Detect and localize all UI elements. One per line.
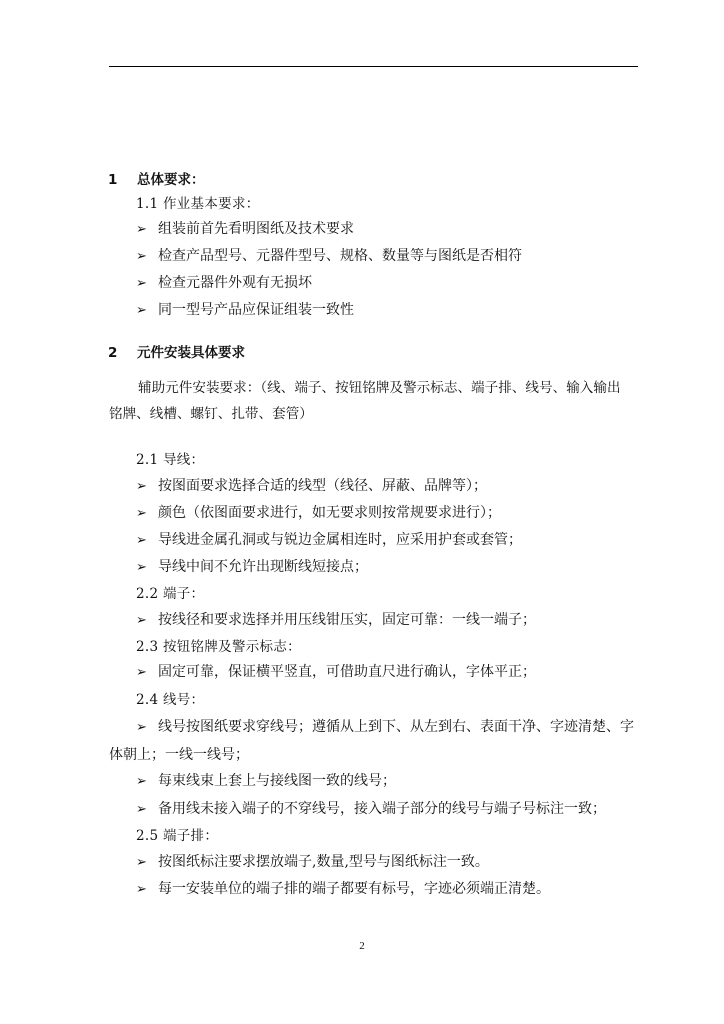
- subsection-2-5: 2.5 端子排：: [136, 828, 219, 844]
- list-item: ➢ 检查产品型号、元器件型号、规格、数量等与图纸是否相符: [136, 246, 522, 267]
- list-item: ➢ 导线进金属孔洞或与锐边金属相连时，应采用护套或套管；: [136, 530, 522, 551]
- header-rule: [109, 66, 638, 67]
- subsection-2-4: 2.4 线号：: [136, 692, 205, 708]
- list-item: ➢ 导线中间不允许出现断线短接点；: [136, 557, 368, 578]
- list-item: ➢ 颜色（依图面要求进行，如无要求则按常规要求进行）；: [136, 503, 501, 524]
- arrow-bullet-icon: ➢: [136, 774, 147, 789]
- arrow-bullet-icon: ➢: [136, 303, 147, 318]
- arrow-bullet-icon: ➢: [136, 222, 147, 237]
- list-item: ➢ 备用线未接入端子的不穿线号，接入端子部分的线号与端子号标注一致；: [136, 799, 606, 820]
- list-item: ➢ 每一安装单位的端子排的端子都要有标号，字迹必须端正清楚。: [136, 879, 550, 900]
- arrow-bullet-icon: ➢: [136, 560, 147, 575]
- arrow-bullet-icon: ➢: [136, 802, 147, 817]
- arrow-bullet-icon: ➢: [136, 479, 147, 494]
- arrow-bullet-icon: ➢: [136, 720, 147, 735]
- section-2-intro-line2: 铭牌、线槽、螺钉、扎带、套管）: [109, 406, 313, 422]
- arrow-bullet-icon: ➢: [136, 533, 147, 548]
- subsection-1-1: 1.1 作业基本要求：: [136, 196, 260, 212]
- list-item: ➢ 组装前首先看明图纸及技术要求: [136, 219, 354, 240]
- subsection-2-3: 2.3 按钮铭牌及警示标志：: [136, 639, 301, 655]
- arrow-bullet-icon: ➢: [136, 276, 147, 291]
- arrow-bullet-icon: ➢: [136, 506, 147, 521]
- list-item: ➢ 每束线束上套上与接线图一致的线号；: [136, 771, 396, 792]
- arrow-bullet-icon: ➢: [136, 882, 147, 897]
- page-number: 2: [359, 940, 365, 952]
- section-2-intro-line1: 辅助元件安装要求：（线、端子、按钮铭牌及警示标志、端子排、线号、输入输出: [138, 380, 621, 396]
- list-item: ➢ 固定可靠，保证横平竖直，可借助直尺进行确认，字体平正；: [136, 662, 536, 683]
- section-1-title: 总体要求：: [137, 172, 205, 188]
- subsection-2-1: 2.1 导线：: [136, 452, 205, 468]
- subsection-2-2: 2.2 端子：: [136, 586, 205, 602]
- list-item: ➢ 按图纸标注要求摆放端子,数量,型号与图纸标注一致。: [136, 852, 489, 873]
- list-item-continuation: 体朝上；一线一线号；: [109, 747, 249, 763]
- section-2-title: 元件安装具体要求: [137, 345, 245, 361]
- list-item: ➢ 检查元器件外观有无损坏: [136, 273, 312, 294]
- list-item: ➢ 线号按图纸要求穿线号；遵循从上到下、从左到右、表面干净、字迹清楚、字: [136, 717, 634, 738]
- arrow-bullet-icon: ➢: [136, 665, 147, 680]
- arrow-bullet-icon: ➢: [136, 249, 147, 264]
- list-item: ➢ 按图面要求选择合适的线型（线径、屏蔽、品牌等）；: [136, 476, 487, 497]
- arrow-bullet-icon: ➢: [136, 855, 147, 870]
- section-1-heading: 1 总体要求：: [108, 172, 205, 188]
- arrow-bullet-icon: ➢: [136, 613, 147, 628]
- section-2-heading: 2 元件安装具体要求: [108, 345, 245, 361]
- list-item: ➢ 按线径和要求选择并用压线钳压实，固定可靠：一线一端子；: [136, 610, 536, 631]
- list-item: ➢ 同一型号产品应保证组装一致性: [136, 300, 354, 321]
